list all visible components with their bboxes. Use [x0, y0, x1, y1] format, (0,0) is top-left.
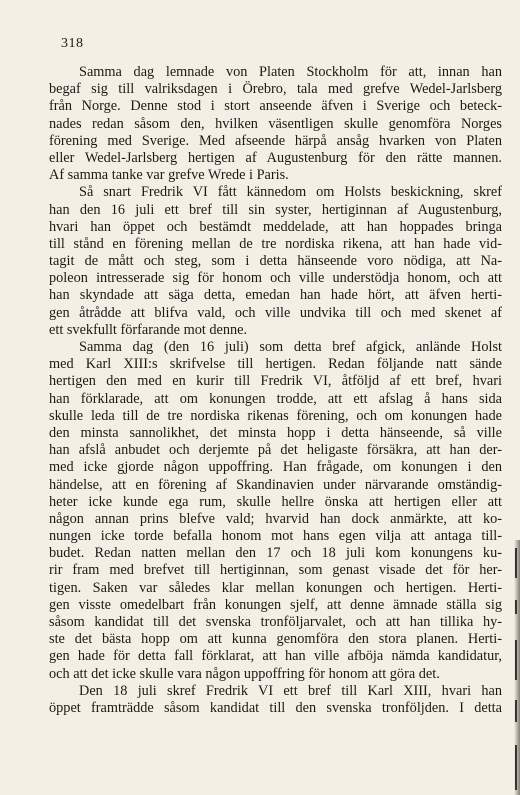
text-line: och att det icke skulle vara någon uppoffring för honom att göra det. — [49, 665, 440, 682]
text-line: rir fram med brefvet till hertiginnan, som genast visade det för her- — [49, 562, 502, 579]
text-line: Samma dag (den 16 juli) som detta bref afgick, anlände Holst — [79, 339, 502, 355]
text-line: han skyndade att säga detta, emedan han hade hört, att äfven herti- — [49, 287, 502, 304]
text-line: tigen. Saken var således klar mellan konungen och hertigen. Herti- — [49, 579, 502, 596]
text-line: han förklarade, att om konungen trodde, att ett afslag å hans sida — [49, 390, 502, 407]
edge-mark — [515, 548, 517, 578]
text-line: begaf sig till valriksdagen i Örebro, tala med grefve Wedel-Jarlsberg — [49, 81, 502, 98]
text-line: öppet framträdde såsom kandidat till den svenska tronföljden. I detta — [49, 699, 502, 716]
text-line: förening med Sverige. Med afseende härpå ansåg hvarken von Platen — [49, 132, 502, 149]
text-line: någon annan prins blefve vald; hvarvid han dock anmärkte, att ko- — [49, 510, 502, 527]
text-line: gen hade för detta fall förklarat, att han ville afböja nämda kandidatur, — [49, 648, 502, 665]
text-line: gen visste omedelbart från konungen sjelf, att denne ämnade ställa sig — [49, 596, 502, 613]
text-line: från Norge. Denne stod i stort anseende äfven i Sverige och beteck- — [49, 98, 502, 115]
edge-mark — [515, 700, 517, 722]
text-line: händelse, att en förening af Skandinavien under närvarande omständig- — [49, 476, 502, 493]
text-line: nades redan såsom den, hvilken väsentligen skulle genomföra Norges — [49, 115, 502, 132]
text-line: han den 16 juli ett bref till sin syster, hertiginnan af Augustenburg, — [49, 201, 502, 218]
text-line: budet. Redan natten mellan den 17 och 18 juli kom konungens ku- — [49, 545, 502, 562]
text-line: poleon intresserade sig för honom och ville understödja honom, och att — [49, 270, 502, 287]
edge-mark — [515, 640, 517, 680]
text-line: ett svekfullt förfarande mot denne. — [49, 321, 248, 338]
text-line: skulle leda till de tre nordiska rikenas förening, och om konungen hade — [49, 407, 502, 424]
text-line: tagit de mått och steg, som i detta hänseende voro nödiga, att Na- — [49, 253, 502, 270]
text-line: Samma dag lemnade von Platen Stockholm för att, innan han — [79, 64, 502, 80]
text-line: med icke gjorde någon uppoffring. Han frågade, om konungen i den — [49, 459, 502, 476]
text-line: eller Wedel-Jarlsberg hertigen af Augustenburg för den rätte mannen. — [49, 149, 502, 166]
text-line: Så snart Fredrik VI fått kännedom om Holsts beskickning, skref — [79, 184, 502, 201]
edge-mark — [515, 600, 517, 614]
edge-mark — [515, 745, 517, 790]
text-line: Den 18 juli skref Fredrik VI ett bref till Karl XIII, hvari han — [79, 682, 502, 699]
text-line: heter icke kunde ega rum, skulle hellre önska att hertigen eller att — [49, 493, 502, 510]
text-line: gen åtrådde att blifva vald, och ville undvika till och med skenet af — [49, 304, 502, 321]
text-line: ste det bästa hopp om att kunna genomföra den stora planen. Herti- — [49, 631, 502, 648]
text-line: nungen icke torde befalla honom mot hans egen vilja att antaga till- — [49, 528, 502, 545]
text-line: till stånd en förening mellan de tre nordiska rikena, att han hade vid- — [49, 235, 502, 252]
text-line: med Karl XIII:s skrifvelse till hertigen. Redan följande natt sände — [49, 356, 502, 373]
body-text — [49, 64, 502, 717]
text-line: hertigen den med en kurir till Fredrik VI, åtföljd af ett bref, hvari — [49, 373, 502, 390]
text-line: den minsta sannolikhet, det minsta hopp i detta hänseende, så ville — [49, 424, 502, 441]
text-line: han afslå anbudet och derjemte på det heligaste försäkra, att han der- — [49, 442, 502, 459]
page-number: 318 — [61, 36, 84, 51]
text-line: hvari han öppet och bestämdt meddelade, att han hoppades bringa — [49, 218, 502, 235]
text-line: såsom kandidat till det svenska tronföljarvalet, och att han tillika hy- — [49, 614, 502, 630]
text-line: Af samma tanke var grefve Wrede i Paris. — [49, 167, 289, 184]
